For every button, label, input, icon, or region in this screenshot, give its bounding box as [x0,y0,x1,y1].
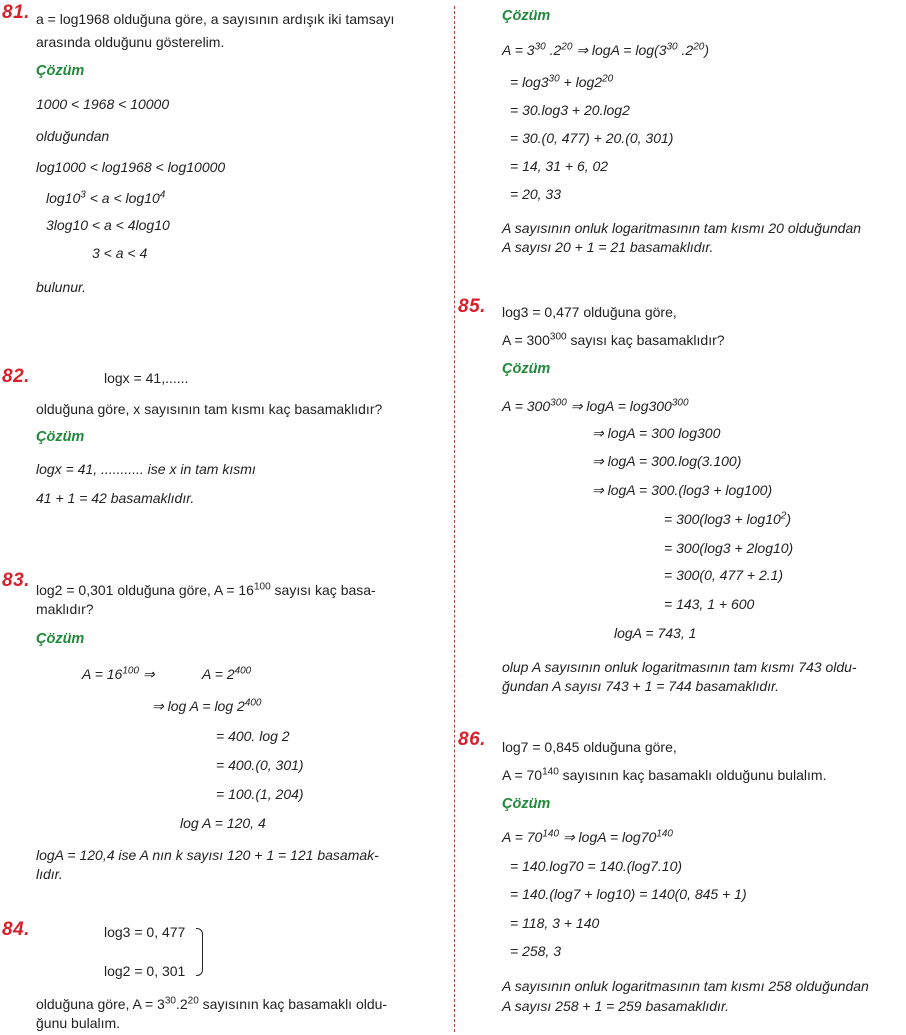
solution-heading-85: Çözüm [502,361,551,377]
problem-86-given: log7 = 0,845 olduğuna göre, [502,739,677,755]
solution-heading-86: Çözüm [502,796,551,812]
problem-84-conclusion-line1: A sayısının onluk logaritmasının tam kısmı 20 olduğundan [502,220,862,236]
problem-83-eq4: = 400.(0, 301) [216,757,304,773]
problem-84-sol-eq1: $A = 3^{30}$ $.2^{20}$ ⇒ $\log A = \log(3^{30}$ $.2^{20}$) [502,41,709,58]
problem-81-step4: $\log 10^3 < a < \log 10^4$ [46,189,166,206]
problem-85-conclusion-line1: olup A sayısının onluk logaritmasının tam kısmı 743 oldu- [502,659,857,675]
problem-85-eq7: = 300(0, 477 + 2.1) [664,567,784,583]
problem-83-eq1-left: $A = 16^{100}$ ⇒ [82,665,155,682]
problem-85-eq2: ⇒ logA = 300 log300 [592,425,721,441]
problem-86-conclusion-line1: A sayısının onluk logaritmasının tam kısmı 258 olduğundan [502,978,869,994]
problem-85-eq4: ⇒ logA = 300.(log3 + log100) [592,482,773,498]
problem-81-conclusion: bulunur. [36,279,87,295]
problem-81-step3: log1000 < log1968 < log10000 [36,159,226,175]
problem-84-question-line2: ğunu bulalım. [36,1015,121,1031]
problem-85-eq3: ⇒ logA = 300.log(3.100) [592,453,742,469]
problem-84-given1: log3 = 0, 477 [104,924,186,940]
problem-84-question-line1: olduğuna göre, $A = 3^{30}.2^{20}$ sayısının kaç basamaklı oldu- [36,995,388,1012]
problem-82-step2: 41 + 1 = 42 basamaklıdır. [36,490,195,506]
problem-81-step1: 1000 < 1968 < 10000 [36,96,170,112]
problem-86-eq4: = 118, 3 + 140 [510,915,600,931]
solution-heading-84: Çözüm [502,8,551,24]
problem-86-question: $A = 70^{140}$ sayısının kaç basamaklı olduğunu bulalım. [502,766,827,783]
problem-86-conclusion-line2: A sayısı 258 + 1 = 259 basamaklıdır. [502,998,729,1014]
problem-86-eq3: = 140.(log7 + log10) = 140(0, 845 + 1) [510,886,747,902]
problem-83-eq2: ⇒ $\log A = \log 2^{400}$ [152,697,262,714]
problem-85-given: log3 = 0,477 olduğuna göre, [502,304,677,320]
problem-83-eq3: = 400. log 2 [216,728,290,744]
problem-85-eq9: logA = 743, 1 [614,625,697,641]
problem-number-84: 84. [2,919,30,940]
left-column [0,0,448,1035]
problem-82-question: olduğuna göre, x sayısının tam kısmı kaç basamaklıdır? [36,401,383,417]
problem-85-conclusion-line2: ğundan A sayısı 743 + 1 = 744 basamaklıdır. [502,678,780,694]
problem-86-eq1: $A = 70^{140}$ ⇒ $\log A = \log 70^{140}$ [502,828,673,845]
right-column [458,0,906,1035]
problem-83-conclusion-line2: lıdır. [36,866,63,882]
problem-83-eq1-right: $A = 2^{400}$ [202,665,252,682]
problem-83-eq5: = 100.(1, 204) [216,786,304,802]
problem-86-eq2: = 140.log70 = 140.(log7.10) [510,858,683,874]
problem-81-question-line2: arasında olduğunu gösterelim. [36,34,225,50]
problem-81-step2: olduğundan [36,128,110,144]
problem-84-given2: log2 = 0, 301 [104,963,186,979]
problem-85-eq5: = $300(\log 3 + \log 10^2)$ [664,510,791,527]
solution-heading-83: Çözüm [36,631,85,647]
problem-number-81: 81. [2,2,30,23]
problem-84-conclusion-line2: A sayısı 20 + 1 = 21 basamaklıdır. [502,239,714,255]
problem-86-eq5: = 258, 3 [510,943,561,959]
problem-number-83: 83. [2,570,30,591]
given-brace [196,928,203,976]
problem-83-question-line2: maklıdır? [36,601,94,617]
problem-84-sol-eq4: = 30.(0, 477) + 20.(0, 301) [510,130,674,146]
problem-83-conclusion-line1: logA = 120,4 ise A nın k sayısı 120 + 1 = 121 basamak- [36,847,379,863]
problem-84-sol-eq5: = 14, 31 + 6, 02 [510,158,609,174]
problem-82-step1: logx = 41, ........... ise x in tam kısmı [36,461,256,477]
problem-82-given: logx = 41,...... [104,370,189,386]
problem-81-question-line1: a = log1968 olduğuna göre, a sayısının ardışık iki tamsayı [36,11,395,27]
problem-83-eq6: log A = 120, 4 [180,815,266,831]
problem-84-sol-eq3: = 30.log3 + 20.log2 [510,102,630,118]
problem-81-step6: 3 < a < 4 [92,245,148,261]
problem-84-sol-eq6: = 20, 33 [510,186,561,202]
problem-85-eq6: = 300(log3 + 2log10) [664,540,794,556]
column-divider [454,6,455,1032]
problem-81-step5: 3log10 < a < 4log10 [46,217,170,233]
problem-85-eq8: = 143, 1 + 600 [664,596,755,612]
solution-heading-81: Çözüm [36,63,85,79]
problem-85-question: $A = 300^{300}$ sayısı kaç basamaklıdır? [502,331,725,348]
problem-83-question-line1: log2 = 0,301 olduğuna göre, $A = 16^{100}$ sayısı kaç basa- [36,581,376,598]
problem-number-82: 82. [2,366,30,387]
problem-85-eq1: $A = 300^{300}$ ⇒ $\log A = \log 300^{300}$ [502,397,689,414]
problem-84-sol-eq2: = $\log 3^{30} + \log 2^{20}$ [510,73,614,90]
problem-number-85: 85. [458,296,486,317]
solution-heading-82: Çözüm [36,429,85,445]
problem-number-86: 86. [458,729,486,750]
